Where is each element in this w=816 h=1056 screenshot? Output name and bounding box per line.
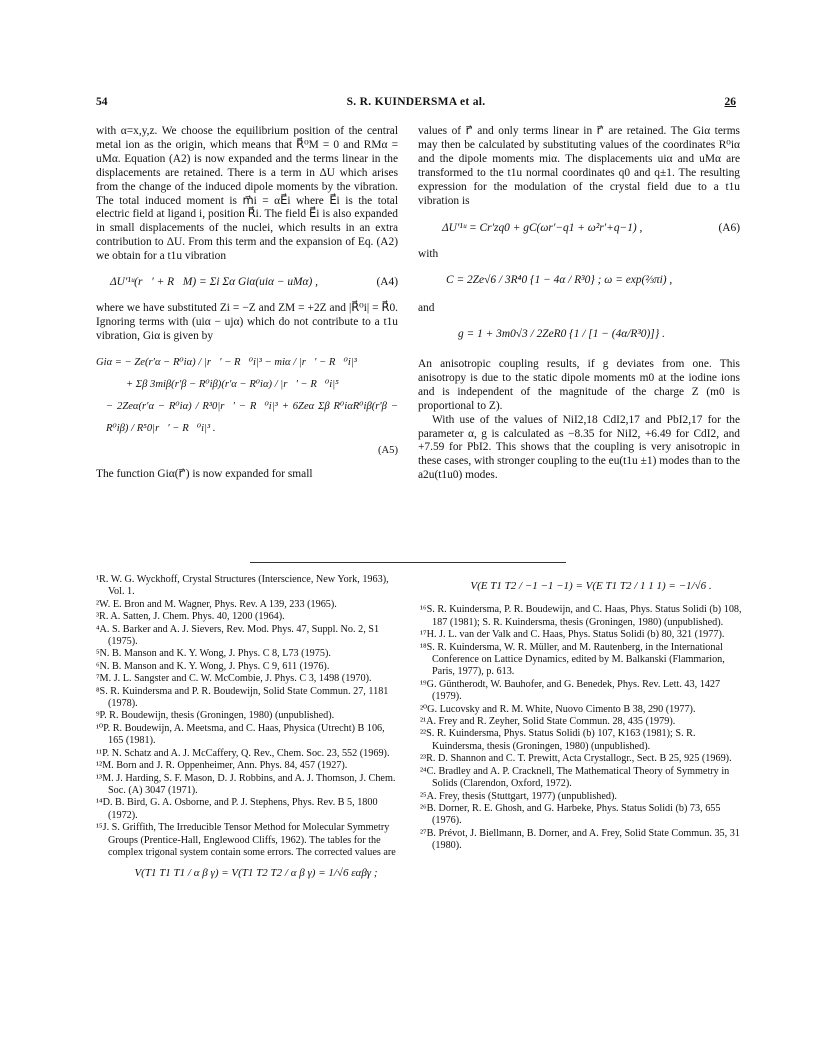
- reference-item: ⁸S. R. Kuindersma and P. R. Boudewijn, Solid State Commun. 27, 1181 (1978).: [96, 685, 389, 710]
- page-header: [96, 96, 736, 112]
- right-column: [418, 125, 740, 483]
- running-title: S. R. KUINDERSMA et al.: [346, 96, 486, 108]
- equation-a4-tag: (A4): [376, 276, 398, 289]
- page-number: 54: [96, 96, 108, 108]
- equation-g-body: g = 1 + 3m0√3 / 2ZeR0 {1 / [1 − (4α/R³0)]} .: [458, 328, 665, 341]
- right-paragraph-2: An anisotropic coupling results, if g deviates from one. This anisotropy is due to the static dipole moments m0 at the iodine ions and is independent of the magnitude of the charge Z (m0 is proportional to Z).: [418, 357, 740, 412]
- reference-item: ⁵N. B. Manson and K. Y. Wong, J. Phys. C 8, L73 (1975).: [96, 648, 331, 660]
- reference-item: ¹⁰P. R. Boudewijn, A. Meetsma, and C. Haas, Physica (Utrecht) B 106, 165 (1981).: [96, 722, 385, 747]
- left-column: [96, 125, 398, 482]
- footnote-separator: [250, 562, 566, 563]
- reference-item: ¹R. W. G. Wyckhoff, Crystal Structures (Interscience, New York, 1963), Vol. 1.: [96, 574, 389, 598]
- right-paragraph-3: With use of the values of NiI2,18 CdI2,17 and PbI2,17 for the parameter α, g is calculated as −8.35 for NiI2, +6.49 for CdI2, and +7.59 for PbI2. This shows that the coupling is very anisotropic in these cases, with stronger coupling to the eu(t1u ±1) modes than to the a2u(t1u0) modes.: [418, 413, 740, 482]
- reference-item: ⁴A. S. Barker and A. J. Sievers, Rev. Mod. Phys. 47, Suppl. No. 2, S1 (1975).: [96, 623, 380, 648]
- reference-item: ⁷M. J. L. Sangster and C. W. McCombie, J. Phys. C 3, 1498 (1970).: [96, 673, 372, 685]
- reference-item: ¹⁴D. B. Bird, G. A. Osborne, and P. J. Stephens, Phys. Rev. B 5, 1800 (1972).: [96, 797, 378, 821]
- reference-item: ²⁴C. Bradley and A. P. Cracknell, The Mathematical Theory of Symmetry in Solids (Clarendon, Oxford, 1972).: [420, 765, 730, 790]
- equation-a4-body: ΔU′¹ᵘ(r⃗′ + R⃗M) = Σi Σα Giα(uiα − uMα) ,: [110, 276, 319, 289]
- equation-c: [446, 274, 740, 288]
- reference-item: ¹⁸S. R. Kuindersma, W. R. Müller, and M. Rautenberg, in the International Conference on Lattice Dynamics, edited by M. Balkanski (Flammarion, Paris, 1977), p. 613.: [420, 641, 725, 678]
- left-paragraph-2: where we have substituted Zi = −Z and ZM = +2Z and |R⃗⁰i| = R⃗0. Ignoring terms with (uiα − ujα) which do not contribute to a t1u vibration, Giα is given by: [96, 301, 398, 342]
- reference-item: ¹³M. J. Harding, S. F. Mason, D. J. Robbins, and A. J. Thomson, J. Chem. Soc. (A) 3047 (1971).: [96, 772, 396, 796]
- reference-item: ²²S. R. Kuindersma, Phys. Status Solidi (b) 107, K163 (1981); S. R. Kuindersma, thesis (Groningen, 1980) (unpublished).: [420, 728, 696, 752]
- reference-item: ²W. E. Bron and M. Wagner, Phys. Rev. A 139, 233 (1965).: [96, 598, 337, 610]
- reference-item: ¹⁶S. R. Kuindersma, P. R. Boudewijn, and C. Haas, Phys. Status Solidi (b) 108, 187 (1981); S. R. Kuindersma, thesis (Groningen, 1980) (unpublished).: [420, 604, 742, 628]
- reference-item: ¹⁹G. Güntherodt, W. Bauhofer, and G. Benedek, Phys. Rev. Lett. 43, 1427 (1979).: [420, 678, 721, 703]
- equation-a4: [110, 276, 398, 290]
- reference-item: ²⁷B. Prévot, J. Biellmann, B. Dorner, and A. Frey, Solid State Commun. 35, 31 (1980).: [420, 827, 740, 852]
- reference-item: ⁹P. R. Boudewijn, thesis (Groningen, 1980) (unpublished).: [96, 710, 335, 722]
- equation-a5-line-3: − 2Zeα(r′α − R⁰iα) / R³0|r⃗′ − R⃗⁰i|³ + 6Zeα Σβ R⁰iαR⁰iβ(r′β − R⁰iβ) / R⁵0|r⃗′ − R⃗⁰i|³ .: [106, 400, 398, 434]
- reference-item: ³R. A. Satten, J. Chem. Phys. 40, 1200 (1964).: [96, 611, 285, 623]
- references-left: [96, 574, 398, 884]
- equation-a6: [442, 222, 740, 236]
- reference-item: ¹⁵J. S. Griffith, The Irreducible Tensor Method for Molecular Symmetry Groups (Prentice-Hall, Englewood Cliffs, 1962). The tables for the complex trigonal system contain some errors. The corrected values are: [96, 822, 396, 858]
- reference-item: ²³R. D. Shannon and C. T. Prewitt, Acta Crystallogr., Sect. B 25, 925 (1969).: [420, 753, 732, 765]
- reference-item: ²⁰G. Lucovsky and R. M. White, Nuovo Cimento B 38, 290 (1977).: [420, 703, 696, 715]
- left-paragraph-1: with α=x,y,z. We choose the equilibrium position of the central metal ion as the origin, which means that R⃗⁰M = 0 and RMα = uMα. Equation (A2) is now expanded and the terms linear in the displacements are retained. There is a term in ΔU which arises from the change of the induced dipole moments by the vibration. The total induced moment is m⃗i = αE⃗i where E⃗i is the total electric field at ligand i, position R⃗i. The field E⃗i is also expanded in small displacements of the nuclei, which results in an extra contribution to ΔU. From this term and the expansion of Eq. (A2) we obtain for a t1u vibration: [96, 125, 398, 263]
- reference-item: ²¹A. Frey and R. Zeyher, Solid State Commun. 28, 435 (1979).: [420, 716, 676, 728]
- reference-item: ²⁵A. Frey, thesis (Stuttgart, 1977) (unpublished).: [420, 790, 617, 802]
- reference-item: ²⁶B. Dorner, R. E. Ghosh, and G. Harbeke, Phys. Status Solidi (b) 73, 655 (1976).: [420, 802, 721, 827]
- left-paragraph-3: The function Giα(r⃗′) is now expanded for small: [96, 467, 313, 480]
- reference-item: ¹²M. Born and J. R. Oppenheimer, Ann. Phys. 84, 457 (1927).: [96, 760, 348, 772]
- reference-item: ¹⁷H. J. L. van der Valk and C. Haas, Phys. Status Solidi (b) 80, 321 (1977).: [420, 629, 725, 641]
- right-paragraph-1: values of r⃗′ and only terms linear in r⃗′ are retained. The Giα terms may then be calculated by substituting values of the coordinates R⁰iα and the dipole moments miα. The displacements uiα and uMα are transformed to the t1u normal coordinates q0 and q±1. The resulting expression for the modulation of the crystal field due to a t1u vibration is: [418, 125, 740, 207]
- reference-item: ¹¹P. N. Schatz and A. J. McCaffery, Q. Rev., Chem. Soc. 23, 552 (1969).: [96, 747, 390, 759]
- and-label: and: [418, 302, 435, 315]
- equation-a5-line-2: + Σβ 3miβ(r′β − R⁰iβ)(r′α − R⁰iα) / |r⃗′ − R⃗⁰i|⁵: [126, 378, 339, 390]
- equation-a6-tag: (A6): [718, 222, 740, 235]
- references-right: [420, 574, 742, 853]
- equation-a6-body: ΔU′¹ᵘ = Cr′zq0 + gC(ωr′−q1 + ω²r′+q−1) ,: [442, 222, 643, 235]
- reference-item: ⁶N. B. Manson and K. Y. Wong, J. Phys. C 9, 611 (1976).: [96, 660, 330, 672]
- equation-g: [458, 328, 740, 342]
- equation-c-body: C = 2Ze√6 / 3R⁴0 {1 − 4α / R³0} ; ω = exp(⅔πi) ,: [446, 274, 673, 287]
- equation-a5-line-1: Giα = − Ze(r′α − R⁰iα) / |r⃗′ − R⃗⁰i|³ − miα / |r⃗′ − R⃗⁰i|³: [96, 356, 357, 368]
- equation-a5-tag: (A5): [377, 444, 398, 456]
- equation-a5: [96, 352, 398, 462]
- with-label: with: [418, 248, 439, 261]
- reference-15-equation: V(T1 T1 T1 / α β γ) = V(T1 T2 T2 / α β γ) = 1/√6 εαβγ ;: [134, 867, 378, 880]
- volume-number: 26: [724, 96, 736, 108]
- reference-15-equation-2: V(E T1 T2 / −1 −1 −1) = V(E T1 T2 / 1 1 1) = −1/√6 .: [470, 580, 712, 592]
